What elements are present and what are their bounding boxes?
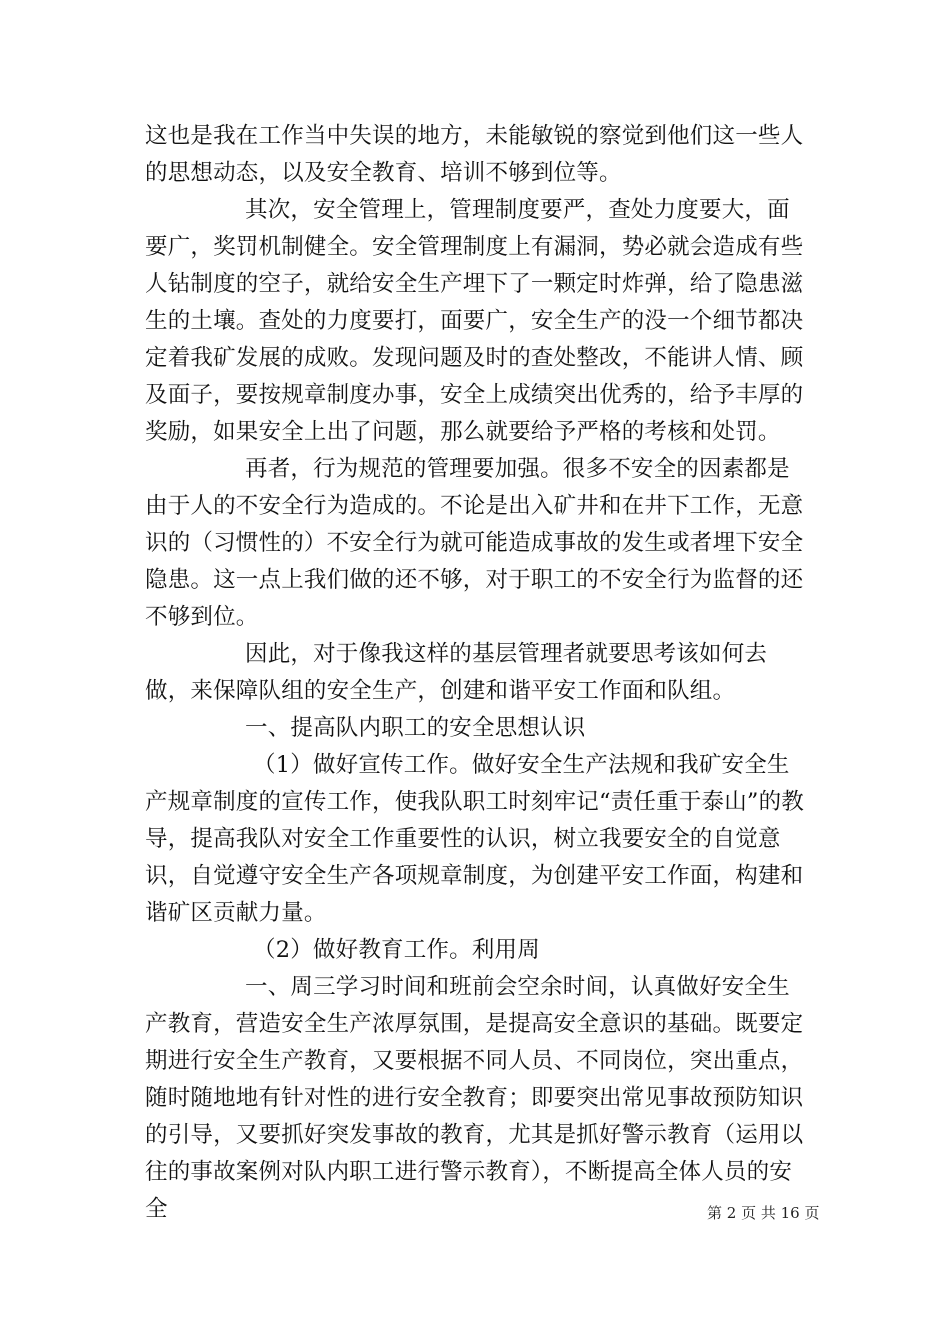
section-heading-1: 一、提高队内职工的安全思想认识: [245, 715, 586, 741]
page-number: 第 2 页 共 16 页: [707, 1204, 820, 1222]
paragraph-management-system: 其次，安全管理上，管理制度要严，查处力度要大，面要广，奖罚机制健全。安全管理制度上有漏洞，势必就会造成有些人钻制度的空子，就给安全生产埋下了一颗定时炸弹，给了隐患滋生的土壤。查处的力度要打，面要广，安全生产的没一个细节都决定着我矿发展的成败。发现问题及时的查处整改，不能讲人情、顾及面子，要按规章制度办事，安全上成绩突出优秀的，给予丰厚的奖励，如果安全上出了问题，那么就要给予严格的考核和处罚。: [145, 197, 804, 445]
paragraph-continuation: 这也是我在工作当中失误的地方，未能敏锐的察觉到他们这一些人的思想动态，以及安全教育、培训不够到位等。: [145, 123, 804, 186]
paragraph-behavior-norms: 再者，行为规范的管理要加强。很多不安全的因素都是由于人的不安全行为造成的。不论是出入矿井和在井下工作，无意识的（习惯性的）不安全行为就可能造成事故的发生或者埋下安全隐患。这一点上我们做的还不够，对于职工的不安全行为监督的还不够到位。: [145, 456, 804, 630]
paragraph-publicity: （1）做好宣传工作。做好安全生产法规和我矿安全生产规章制度的宣传工作，使我队职工时刻牢记“责任重于泰山”的教导，提高我队对安全工作重要性的认识，树立我要安全的自觉意识，自觉遵守安全生产各项规章制度，为创建平安工作面，构建和谐矿区贡献力量。: [145, 752, 805, 926]
paragraph-education-intro: （2）做好教育工作。利用周: [253, 937, 540, 963]
paragraph-therefore: 因此，对于像我这样的基层管理者就要思考该如何去做，来保障队组的安全生产，创建和谐平安工作面和队组。: [145, 641, 768, 704]
paragraph-education-body: 一、周三学习时间和班前会空余时间，认真做好安全生产教育，营造安全生产浓厚氛围，是提高安全意识的基础。既要定期进行安全生产教育，又要根据不同人员、不同岗位，突出重点，随时随地地有针对性的进行安全教育；即要突出常见事故预防知识的引导，又要抓好突发事故的教育，尤其是抓好警示教育（运用以往的事故案例对队内职工进行警示教育），不断提高全体人员的安全: [145, 974, 804, 1222]
document-body: [145, 118, 805, 1228]
